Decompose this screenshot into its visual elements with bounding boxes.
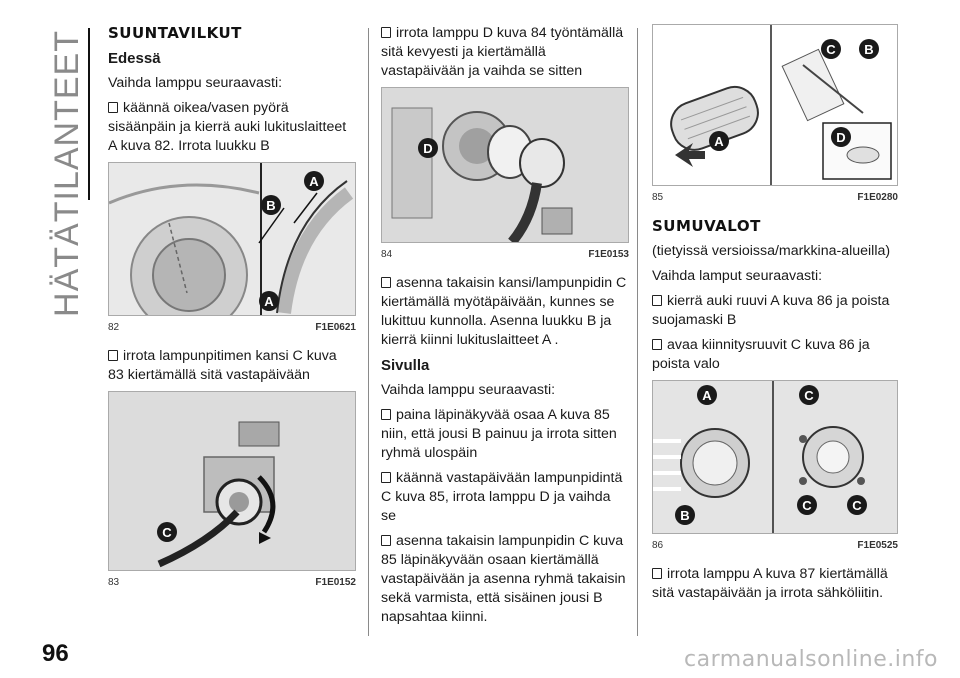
figure-83-caption [108,573,356,592]
figure-86-caption [652,536,898,555]
column-3 [652,24,898,609]
callout-c-top: C [804,388,814,403]
callout-a: A [714,134,724,149]
step-item: käännä vastapäivään lampunpidintä C kuva 85, irrota lamppu D ja vaihda se [381,470,623,524]
step-item: asenna takaisin kansi/lampunpidin C kiertämällä myötäpäivään, kunnes se lukittuu kunnolla. Asenna luukku B ja kierrä kiinni lukituslaitteet A . [381,275,627,348]
callout-d: D [836,130,846,145]
figure-number: 83 [108,577,120,588]
callout-c: C [826,42,836,57]
callout-a: A [702,388,712,403]
side-rule [88,28,90,200]
step-item: asenna takaisin lampunpidin C kuva 85 läpinäkyvään osaan kiertämällä vastapäivään ja asenna ryhmä takaisin sekä varmista, että sisäinen jousi B napsahtaa kiinni. [381,533,626,625]
figure-code: F1E0525 [857,540,898,551]
page-number: 96 [42,640,69,667]
figure-83 [108,391,356,571]
checkbox-bullet-icon [652,339,662,350]
figure-82 [108,162,356,316]
figure-84 [381,87,629,243]
figure-84-caption [381,245,629,264]
intro-text: Vaihda lamput seuraavasti: [652,268,823,284]
column-separator-1 [368,28,369,636]
section-heading-suuntavilkut: SUUNTAVILKUT [108,24,242,42]
figure-85-caption [652,188,898,207]
subheading-sivulla: Sivulla [381,357,430,374]
callout-c-left: C [802,498,812,513]
callout-b: B [266,198,276,213]
checkbox-bullet-icon [652,295,662,306]
figure-85 [652,24,898,186]
checkbox-bullet-icon [108,350,118,361]
figure-code: F1E0621 [315,322,356,333]
figure-code: F1E0280 [857,192,898,203]
step-item: irrota lamppu D kuva 84 työntämällä sitä kevyesti ja kiertämällä vastapäivään ja vaihda se sitten [381,25,624,79]
checkbox-bullet-icon [381,409,391,420]
callout-c: C [162,525,172,540]
figure-number: 82 [108,322,120,333]
figure-code: F1E0152 [315,577,356,588]
column-separator-2 [637,28,638,636]
callout-d: D [423,141,433,156]
figure-number: 84 [381,249,393,260]
step-item: irrota lamppu A kuva 87 kiertämällä sitä vastapäivään ja irrota sähköliitin. [652,566,888,601]
callout-b: B [864,42,874,57]
figure-number: 85 [652,192,664,203]
step-item: irrota lampunpitimen kansi C kuva 83 kiertämällä sitä vastapäivään [108,348,337,383]
checkbox-bullet-icon [652,568,662,579]
checkbox-bullet-icon [381,535,391,546]
intro-text: Vaihda lamppu seuraavasti: [108,75,283,91]
column-2 [381,24,629,633]
step-item: käännä oikea/vasen pyörä sisäänpäin ja kierrä auki lukituslaitteet A kuva 82. Irrota luukku B [108,100,347,154]
checkbox-bullet-icon [108,102,118,113]
figure-code: F1E0153 [588,249,629,260]
callout-c-right: C [852,498,862,513]
checkbox-bullet-icon [381,472,391,483]
step-item: avaa kiinnitysruuvit C kuva 86 ja poista valo [652,337,870,372]
callout-b: B [680,508,690,523]
figure-86 [652,380,898,534]
callout-a-bottom: A [264,294,274,309]
heading-note: (tietyissä versioissa/markkina-alueilla) [652,243,891,259]
checkbox-bullet-icon [381,277,391,288]
watermark: carmanualsonline.info [684,647,938,672]
section-heading-sumuvalot: SUMUVALOT [652,217,761,235]
subheading-edessa: Edessä [108,50,161,67]
column-1 [108,24,356,602]
checkbox-bullet-icon [381,27,391,38]
step-item: paina läpinäkyvää osaa A kuva 85 niin, että jousi B painuu ja irrota sitten ryhmä ulospäin [381,407,617,461]
intro-text: Vaihda lamppu seuraavasti: [381,382,556,398]
figure-82-caption [108,318,356,337]
step-item: kierrä auki ruuvi A kuva 86 ja poista suojamaski B [652,293,890,328]
figure-number: 86 [652,540,664,551]
chapter-side-tab: HÄTÄTILANTEET [48,30,86,317]
callout-a-top: A [309,174,319,189]
